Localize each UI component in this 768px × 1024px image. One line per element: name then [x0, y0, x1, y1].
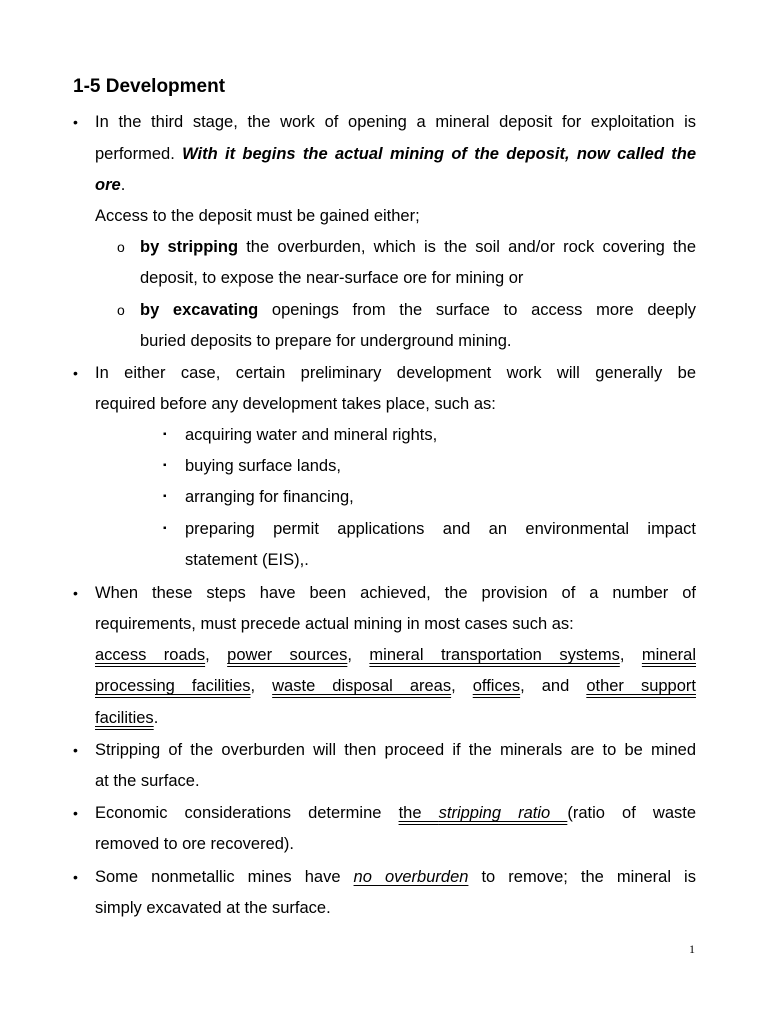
paragraph-line: Access to the deposit must be gained either; [95, 207, 420, 225]
text-run: , [205, 646, 210, 664]
sub-bullet-marker: o [117, 239, 125, 255]
paragraph-line: at the surface. [95, 772, 200, 790]
paragraph-line: buried deposits to prepare for underground mining. [140, 332, 512, 350]
list-item: acquiring water and mineral rights, [185, 426, 438, 444]
list-item: arranging for financing, [185, 488, 354, 506]
square-bullet-marker: ▪ [163, 429, 167, 440]
emphasis-text: ore [95, 176, 121, 194]
text-run: , [250, 677, 256, 695]
sub-list-item [140, 299, 696, 321]
underlined-term: no overburden [353, 868, 469, 886]
underlined-term: facilities [95, 709, 154, 727]
paragraph-line: required before any development takes place, such as: [95, 395, 496, 413]
italic-term: stripping ratio [438, 804, 568, 822]
text-run: the overburden, which is the soil and/or rock covering the [238, 238, 696, 256]
text-run: and [541, 677, 570, 695]
section-heading: 1-5 Development [73, 76, 226, 97]
bullet-marker: • [73, 585, 78, 601]
bullet-marker: • [73, 869, 78, 885]
bullet-marker: • [73, 805, 78, 821]
paragraph-line [95, 866, 696, 888]
paragraph-line: statement (EIS),. [185, 551, 309, 569]
text-run: , [520, 677, 525, 695]
text-run: , [619, 646, 625, 664]
list-item: preparing permit applications and an environmental impact [185, 520, 696, 538]
bold-term: by stripping [140, 238, 239, 256]
paragraph-line [95, 143, 696, 165]
paragraph-line [95, 707, 696, 729]
text-run: , [347, 646, 352, 664]
square-bullet-marker: ▪ [163, 523, 167, 534]
underlined-term: waste disposal areas [272, 677, 452, 695]
underlined-term: processing facilities [95, 677, 251, 695]
emphasis-text: With it begins the actual mining of the deposit, now called the [182, 145, 697, 163]
text-run: (ratio of waste [567, 804, 697, 822]
text-run: performed. [95, 145, 183, 163]
sub-list-item [140, 236, 696, 258]
text-run: . [153, 709, 159, 727]
bullet-marker: • [73, 114, 78, 130]
underlined-term: mineral transportation systems [369, 646, 620, 664]
bullet-marker: • [73, 365, 78, 381]
text-run: openings from the surface to access more deeply [258, 301, 696, 319]
paragraph-line [95, 644, 696, 666]
paragraph-line: removed to ore recovered). [95, 835, 295, 853]
underlined-term: mineral [641, 646, 696, 664]
paragraph-line: In either case, certain preliminary development work will generally be [95, 364, 696, 382]
text-run: the [398, 804, 439, 822]
paragraph-line: requirements, must precede actual mining in most cases such as: [95, 615, 574, 633]
paragraph-line: Stripping of the overburden will then proceed if the minerals are to be mined [95, 741, 696, 759]
paragraph-line [95, 802, 696, 824]
underlined-term: other support [586, 677, 696, 695]
text-run: Economic considerations determine [95, 804, 399, 822]
list-item: buying surface lands, [185, 457, 341, 475]
text-run: . [120, 176, 126, 194]
underlined-term [399, 804, 568, 822]
paragraph-line [95, 675, 696, 697]
page-number: 1 [689, 942, 695, 956]
paragraph-line [95, 174, 696, 196]
text-run: to remove; the mineral is [468, 868, 696, 886]
square-bullet-marker: ▪ [163, 460, 167, 471]
paragraph-line: deposit, to expose the near-surface ore for mining or [140, 269, 524, 287]
square-bullet-marker: ▪ [163, 491, 167, 502]
sub-bullet-marker: o [117, 302, 125, 318]
underlined-term: power sources [227, 646, 348, 664]
paragraph-line: When these steps have been achieved, the provision of a number of [95, 584, 696, 602]
text-run: Some nonmetallic mines have [95, 868, 354, 886]
bold-term: by excavating [140, 301, 259, 319]
paragraph-line: In the third stage, the work of opening a mineral deposit for exploitation is [95, 113, 696, 131]
text-run: , [451, 677, 456, 695]
bullet-marker: • [73, 742, 78, 758]
underlined-term: offices [472, 677, 521, 695]
paragraph-line: simply excavated at the surface. [95, 899, 331, 917]
underlined-term: access roads [95, 646, 206, 664]
